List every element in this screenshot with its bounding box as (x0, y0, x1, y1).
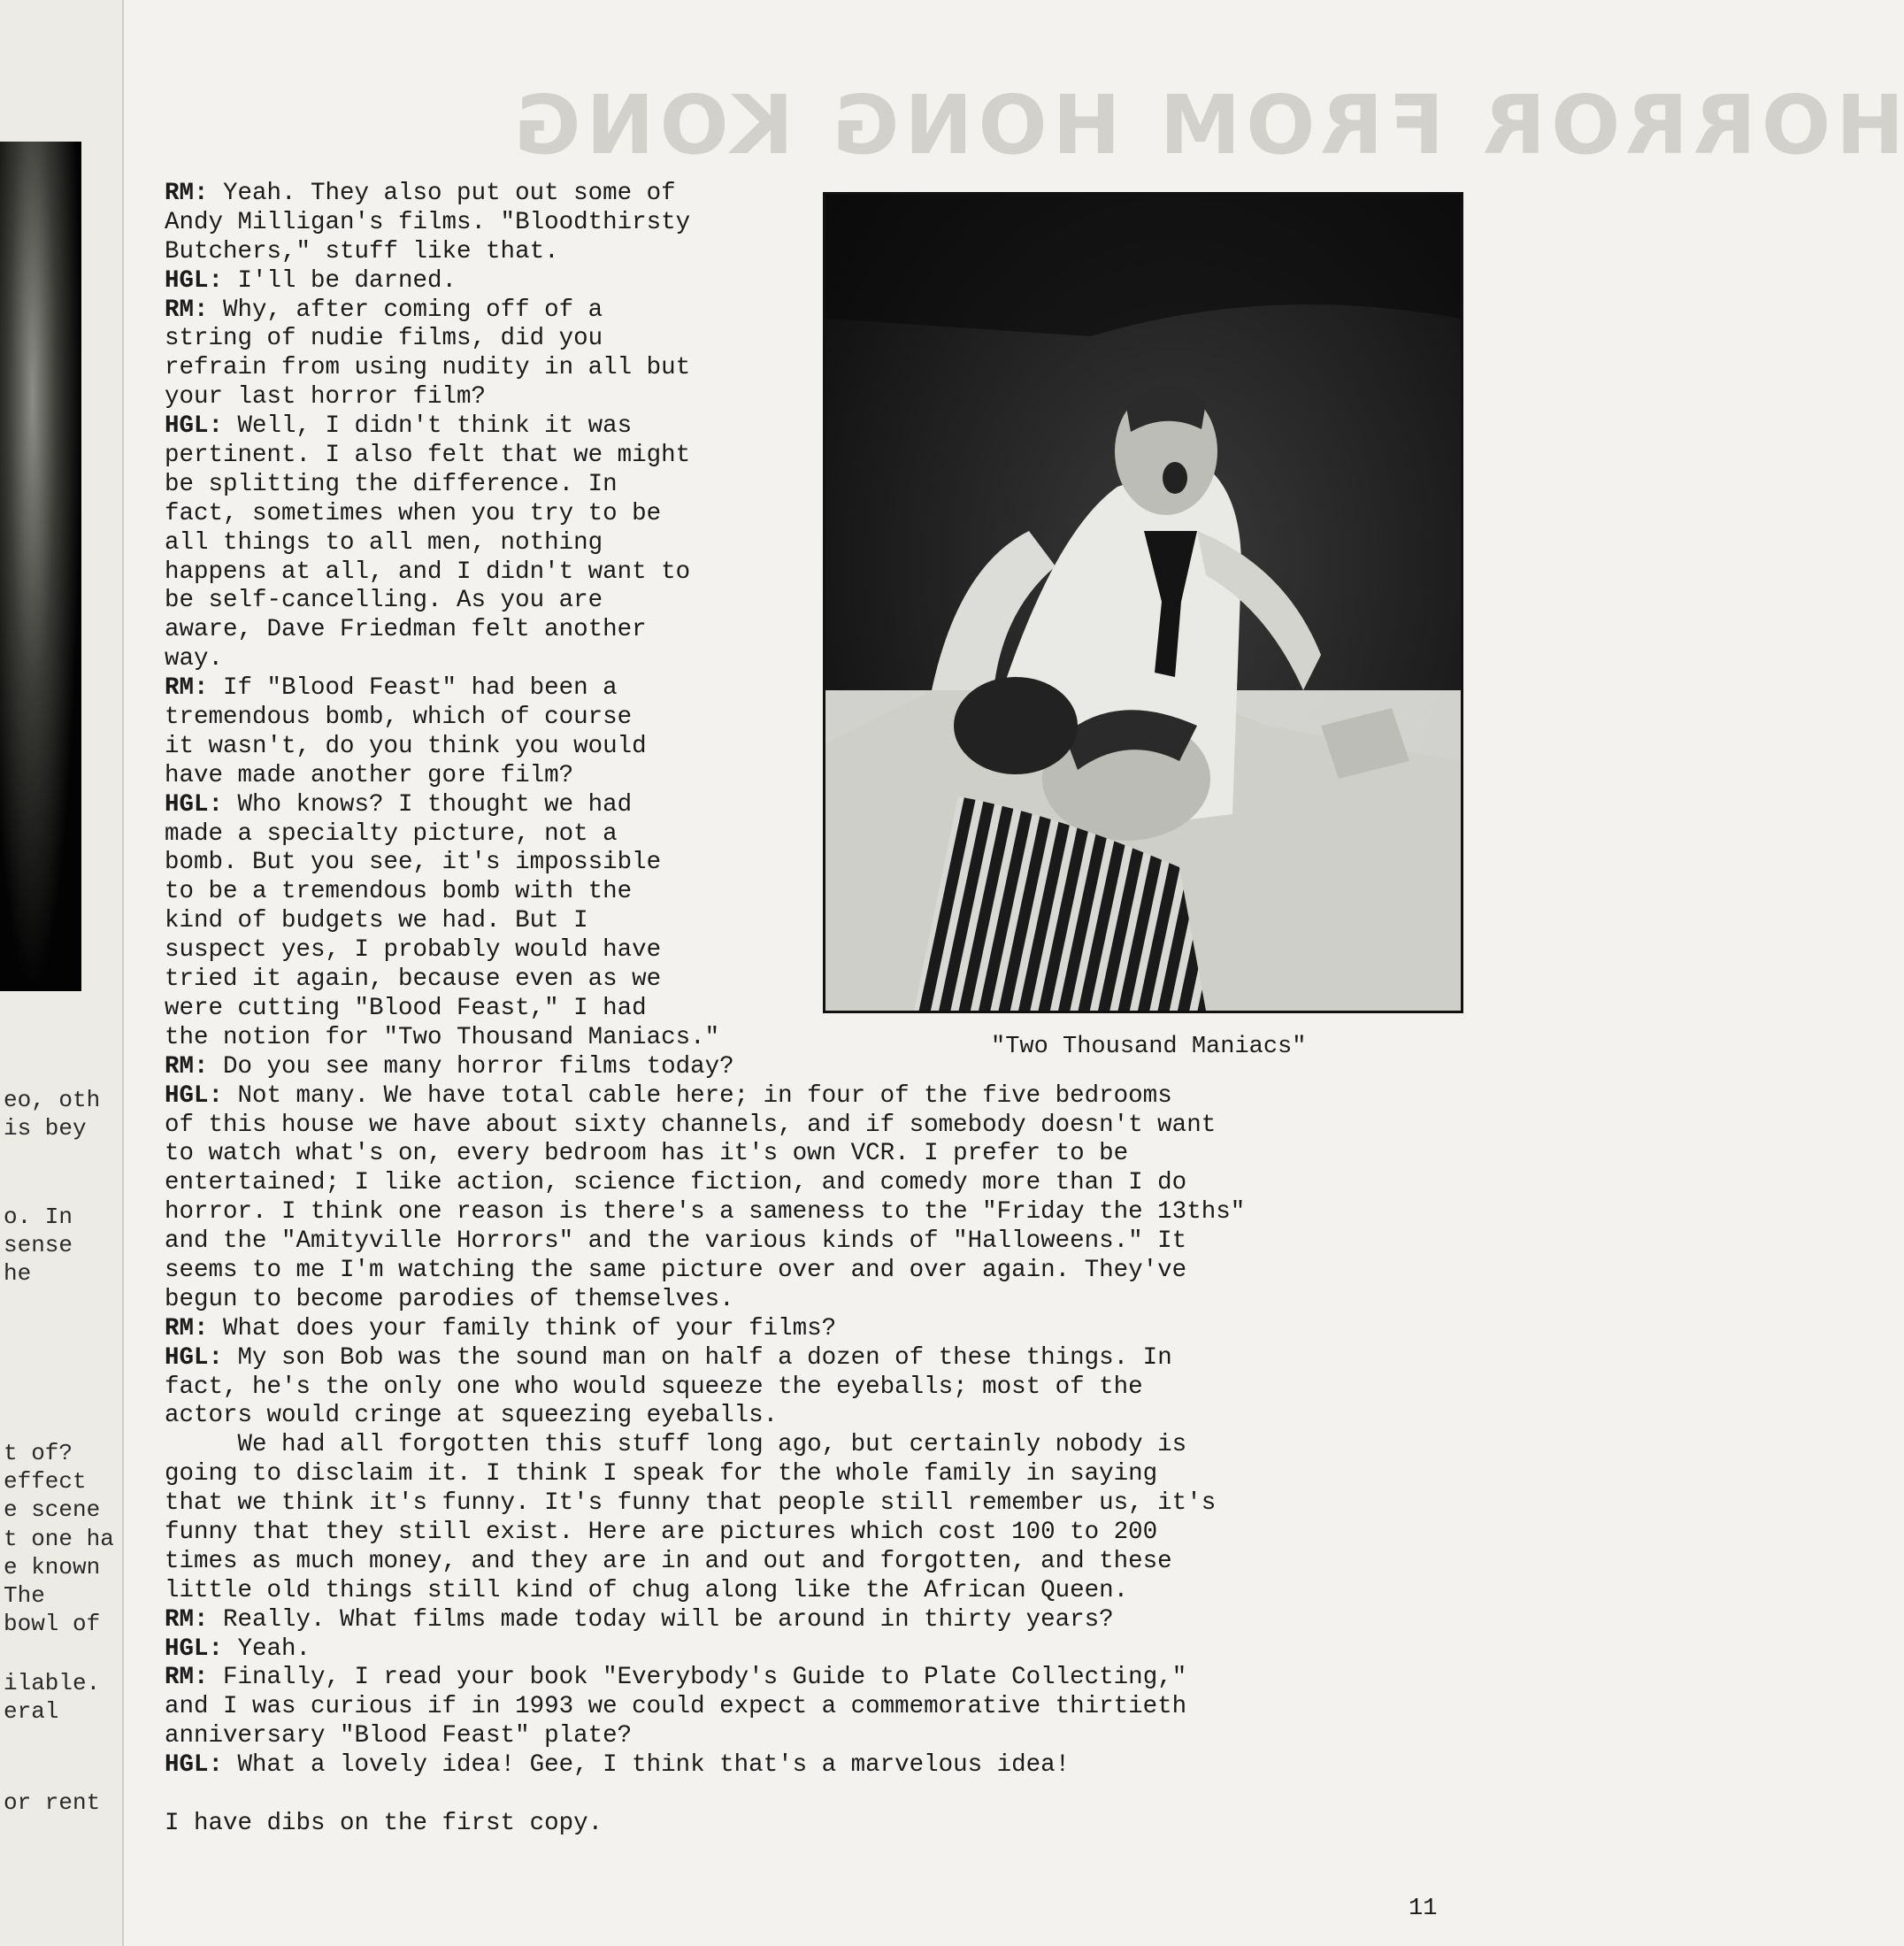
line-text: happens at all, and I didn't want to (165, 558, 691, 586)
line-text: Yeah. (223, 1634, 311, 1663)
text-line (165, 354, 1465, 383)
previous-page-fragment: effect (4, 1468, 87, 1495)
text-line (165, 733, 1465, 762)
page-number: 11 (1409, 1896, 1438, 1922)
text-line (165, 587, 1465, 616)
line-text: If "Blood Feast" had been a (208, 674, 618, 703)
text-line (165, 1169, 1465, 1198)
speaker-label: HGL: (165, 1081, 224, 1110)
text-line (165, 267, 1465, 296)
line-text: begun to become parodies of themselves. (165, 1285, 734, 1313)
speaker-label: HGL: (165, 1634, 224, 1663)
line-text: Not many. We have total cable here; in four of the five bedrooms (223, 1081, 1172, 1110)
line-text: made a specialty picture, not a (165, 819, 618, 848)
text-line (165, 936, 1465, 965)
line-text: Why, after coming off of a (208, 296, 603, 324)
photo-caption: "Two Thousand Maniacs" (991, 1034, 1307, 1060)
line-text: your last horror film? (165, 383, 487, 412)
text-line (165, 849, 1465, 878)
text-line (165, 1577, 1465, 1606)
previous-page-photo (0, 142, 81, 991)
previous-page-fragment: sense (4, 1232, 73, 1258)
text-line (165, 1053, 1465, 1082)
text-line (165, 1664, 1465, 1693)
text-line (165, 1140, 1465, 1169)
line-text: all things to all men, nothing (165, 528, 603, 557)
line-text: going to disclaim it. I think I speak for the whole family in saying (165, 1460, 1158, 1488)
line-text: Finally, I read your book "Everybody's Guide to Plate Collecting," (208, 1664, 1187, 1692)
text-line (165, 995, 1465, 1024)
text-line (165, 471, 1465, 500)
speaker-label: RM: (165, 180, 209, 207)
speaker-label: HGL: (165, 1343, 224, 1372)
line-text: actors would cringe at squeezing eyeballs. (165, 1402, 779, 1430)
line-text: kind of budgets we had. But I (165, 907, 588, 935)
text-line (165, 820, 1465, 850)
line-text: to watch what's on, every bedroom has it's own VCR. I prefer to be (165, 1140, 1129, 1168)
speaker-label: RM: (165, 1052, 209, 1081)
text-line (165, 1489, 1465, 1519)
text-line (165, 296, 1465, 326)
speaker-label: RM: (165, 1314, 209, 1342)
text-line (165, 1198, 1465, 1227)
previous-page-fragment: or rent (4, 1789, 101, 1816)
text-line (165, 1082, 1465, 1111)
text-line (165, 1693, 1465, 1722)
line-text: refrain from using nudity in all but (165, 354, 691, 382)
text-line (165, 1460, 1465, 1489)
line-text: little old things still kind of chug along like the African Queen. (165, 1576, 1129, 1604)
previous-page-fragment: eo, oth (4, 1087, 101, 1113)
line-text: fact, he's the only one who would squeeze the eyeballs; most of the (165, 1373, 1143, 1401)
line-text: seems to me I'm watching the same picture over and over again. They've (165, 1256, 1187, 1284)
previous-page-fragment: bowl of (4, 1611, 101, 1637)
line-text: have made another gore film? (165, 761, 574, 789)
line-text: tremendous bomb, which of course (165, 704, 633, 732)
line-text: Well, I didn't think it was (223, 412, 633, 441)
previous-page-fragment: t one ha (4, 1526, 114, 1552)
line-text: the notion for "Two Thousand Maniacs." (165, 1023, 720, 1051)
line-text: fact, sometimes when you try to be (165, 499, 662, 527)
line-text: were cutting "Blood Feast," I had (165, 994, 647, 1022)
text-line (165, 383, 1465, 412)
text-line (165, 674, 1465, 704)
line-text: funny that they still exist. Here are pictures which cost 100 to 200 (165, 1518, 1158, 1546)
speaker-label: RM: (165, 1664, 209, 1692)
line-text: string of nudie films, did you (165, 325, 603, 353)
line-text: way. (165, 645, 224, 673)
text-line (165, 1227, 1465, 1257)
line-text: suspect yes, I probably would have (165, 936, 662, 965)
line-text: What a lovely idea! Gee, I think that's a marvelous idea! (223, 1751, 1071, 1780)
line-text: that we think it's funny. It's funny that people still remember us, it's (165, 1489, 1217, 1518)
line-text: Really. What films made today will be around in thirty years? (208, 1605, 1114, 1634)
line-text: What does your family think of your films? (208, 1314, 837, 1342)
line-text: Do you see many horror films today? (208, 1052, 734, 1081)
text-line (165, 1635, 1465, 1665)
line-text: Butchers," stuff like that. (165, 237, 559, 265)
line-text: My son Bob was the sound man on half a dozen of these things. In (223, 1343, 1172, 1372)
line-text: and the "Amityville Horrors" and the various kinds of "Halloweens." It (165, 1227, 1187, 1256)
text-line (165, 209, 1465, 238)
text-line (165, 1810, 1465, 1839)
text-line (165, 1751, 1465, 1781)
line-text: aware, Dave Friedman felt another (165, 616, 647, 644)
speaker-label: RM: (165, 674, 209, 703)
line-text: pertinent. I also felt that we might (165, 442, 691, 470)
line-text: and I was curious if in 1993 we could expect a commemorative thirtieth (165, 1693, 1187, 1721)
previous-page-fragment: t of? (4, 1440, 73, 1466)
speaker-label: HGL: (165, 412, 224, 441)
speaker-label: RM: (165, 296, 209, 324)
text-line (165, 1315, 1465, 1344)
text-line (165, 1402, 1465, 1431)
text-line (165, 1111, 1465, 1141)
text-line (165, 704, 1465, 733)
line-text: be splitting the difference. In (165, 470, 618, 498)
text-line (165, 1024, 1465, 1053)
line-text: horror. I think one reason is there's a sameness to the "Friday the 13ths" (165, 1198, 1246, 1227)
line-text: it wasn't, do you think you would (165, 732, 647, 760)
speaker-label: HGL: (165, 790, 224, 819)
text-line (165, 1257, 1465, 1286)
speaker-label: HGL: (165, 266, 224, 295)
text-line (165, 1431, 1465, 1460)
line-text: tried it again, because even as we (165, 965, 662, 994)
text-line (165, 1344, 1465, 1373)
previous-page-edge (0, 0, 124, 1946)
text-line (165, 1373, 1465, 1403)
line-text: We had all forgotten this stuff long ago, but certainly nobody is (165, 1431, 1187, 1459)
line-text: bomb. But you see, it's impossible (165, 849, 662, 877)
text-line (165, 1519, 1465, 1548)
text-line (165, 965, 1465, 995)
previous-page-fragment: eral (4, 1698, 59, 1725)
line-text: be self-cancelling. As you are (165, 587, 603, 615)
text-line (165, 878, 1465, 907)
line-text: anniversary "Blood Feast" plate? (165, 1722, 633, 1750)
text-line (165, 791, 1465, 820)
text-line (165, 442, 1465, 471)
line-text: to be a tremendous bomb with the (165, 878, 633, 906)
bleed-through-title: HORROR FROM HONG KONG (509, 78, 1904, 173)
line-text: Yeah. They also put out some of (208, 180, 676, 207)
text-line (165, 1606, 1465, 1635)
text-line (165, 238, 1465, 267)
line-text: times as much money, and they are in and out and forgotten, and these (165, 1547, 1172, 1575)
previous-page-fragment: e known (4, 1554, 101, 1581)
text-line (165, 500, 1465, 529)
previous-page-fragment: The (4, 1582, 45, 1609)
text-line (165, 762, 1465, 791)
text-line (165, 412, 1465, 442)
line-text: Who knows? I thought we had (223, 790, 633, 819)
text-line (165, 325, 1465, 354)
text-line (165, 1548, 1465, 1577)
text-line (165, 1722, 1465, 1751)
line-text: Andy Milligan's films. "Bloodthirsty (165, 208, 691, 236)
line-text: I'll be darned. (223, 266, 457, 295)
text-line (165, 616, 1465, 645)
previous-page-fragment: is bey (4, 1115, 87, 1142)
blank-line (165, 1781, 1465, 1810)
speaker-label: HGL: (165, 1751, 224, 1780)
line-text: entertained; I like action, science fiction, and comedy more than I do (165, 1169, 1187, 1197)
speaker-label: RM: (165, 1605, 209, 1634)
previous-page-fragment: o. In (4, 1204, 73, 1230)
text-line (165, 1286, 1465, 1315)
text-line (165, 907, 1465, 936)
interview-text (165, 180, 1465, 1839)
previous-page-fragment: e scene (4, 1496, 101, 1523)
text-line (165, 558, 1465, 588)
text-line (165, 645, 1465, 674)
previous-page-fragment: ilable. (4, 1670, 101, 1696)
text-line (165, 180, 1465, 209)
line-text: I have dibs on the first copy. (165, 1809, 603, 1837)
text-line (165, 529, 1465, 558)
line-text: of this house we have about sixty channels, and if somebody doesn't want (165, 1111, 1217, 1139)
previous-page-fragment: he (4, 1260, 32, 1287)
